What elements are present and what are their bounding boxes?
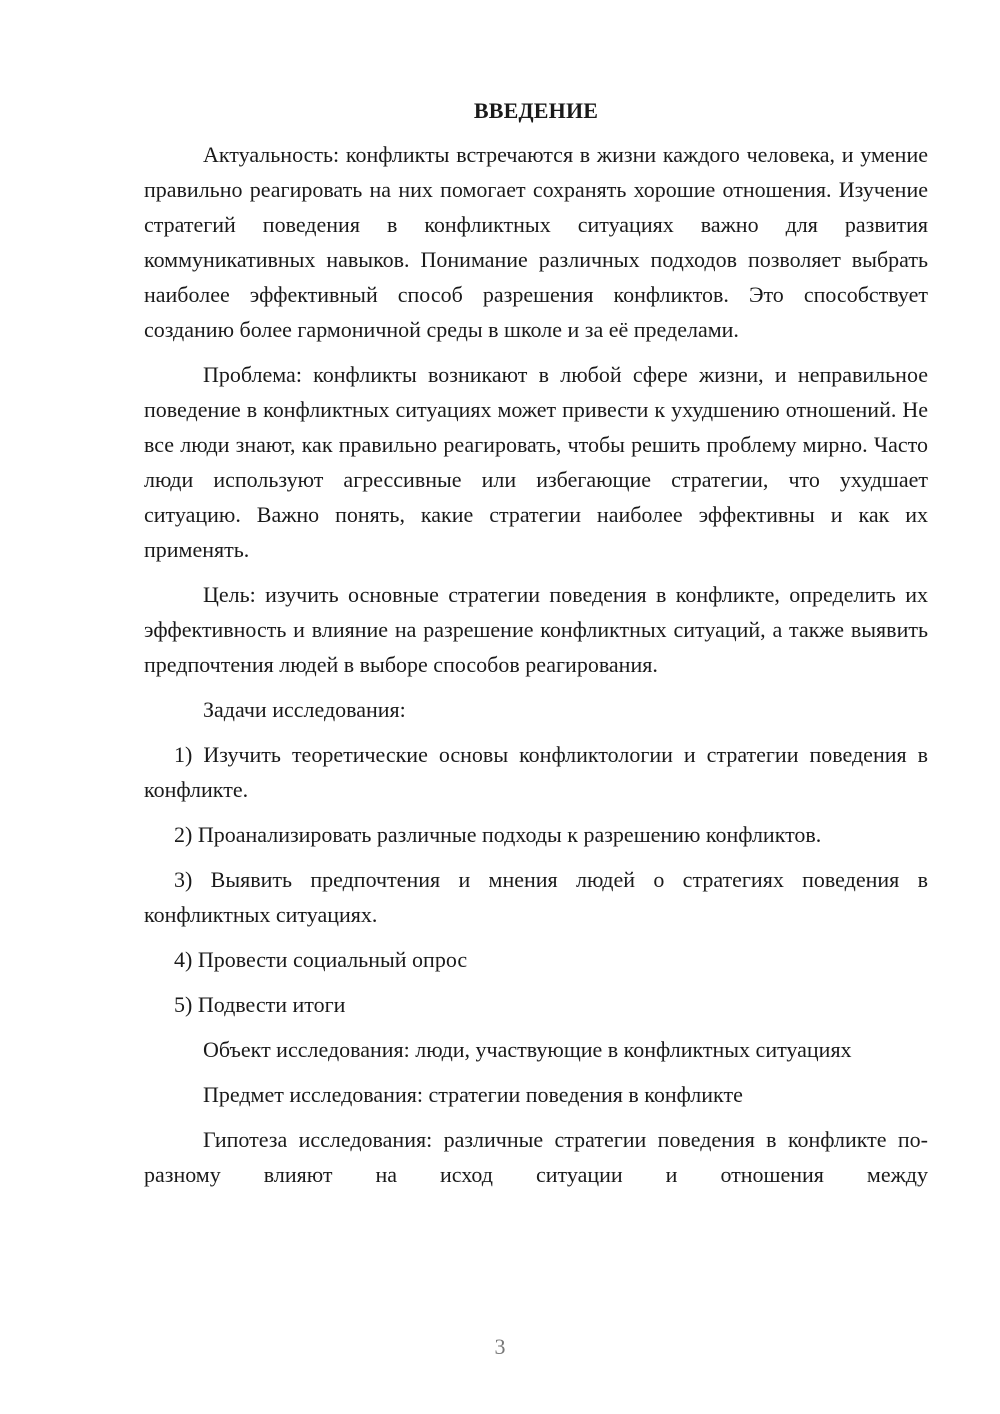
paragraph-subject: Предмет исследования: стратегии поведения в конфликте <box>203 1082 743 1107</box>
task-item-5: 5) Подвести итоги <box>174 992 346 1017</box>
paragraph-goal: Цель: изучить основные стратегии поведения в конфликте, определить их эффективность и влияние на разрешение конфликтных ситуаций, а также выявить предпочтения людей в выборе способов реагирования. <box>144 582 928 677</box>
task-item-3: 3) Выявить предпочтения и мнения людей о стратегиях поведения в конфликтных ситуациях. <box>144 867 928 927</box>
paragraph-object: Объект исследования: люди, участвующие в конфликтных ситуациях <box>203 1037 852 1062</box>
page-number: 3 <box>494 1334 506 1359</box>
task-item-1: 1) Изучить теоретические основы конфликтологии и стратегии поведения в конфликте. <box>144 742 928 802</box>
task-item-2: 2) Проанализировать различные подходы к разрешению конфликтов. <box>174 822 822 847</box>
page-content <box>144 96 928 1202</box>
paragraph-hypothesis: Гипотеза исследования: различные стратегии поведения в конфликте по-разному влияют на исход ситуации и отношения между <box>144 1127 928 1187</box>
section-heading: ВВЕДЕНИЕ <box>473 98 599 123</box>
paragraph-relevance: Актуальность: конфликты встречаются в жизни каждого человека, и умение правильно реагировать на них помогает сохранять хорошие отношения. Изучение стратегий поведения в конфликтных ситуациях важно для развития коммуникативных навыков. Понимание различных подходов позволяет выбрать наиболее эффективный способ разрешения конфликтов. Это способствует созданию более гармоничной среды в школе и за её пределами. <box>144 142 928 342</box>
paragraph-problem: Проблема: конфликты возникают в любой сфере жизни, и неправильное поведение в конфликтных ситуациях может привести к ухудшению отношений. Не все люди знают, как правильно реагировать, чтобы решить проблему мирно. Часто люди используют агрессивные или избегающие стратегии, что ухудшает ситуацию. Важно понять, какие стратегии наиболее эффективны и как их применять. <box>144 362 928 562</box>
paragraph-tasks-intro: Задачи исследования: <box>203 697 406 722</box>
task-item-4: 4) Провести социальный опрос <box>174 947 468 972</box>
